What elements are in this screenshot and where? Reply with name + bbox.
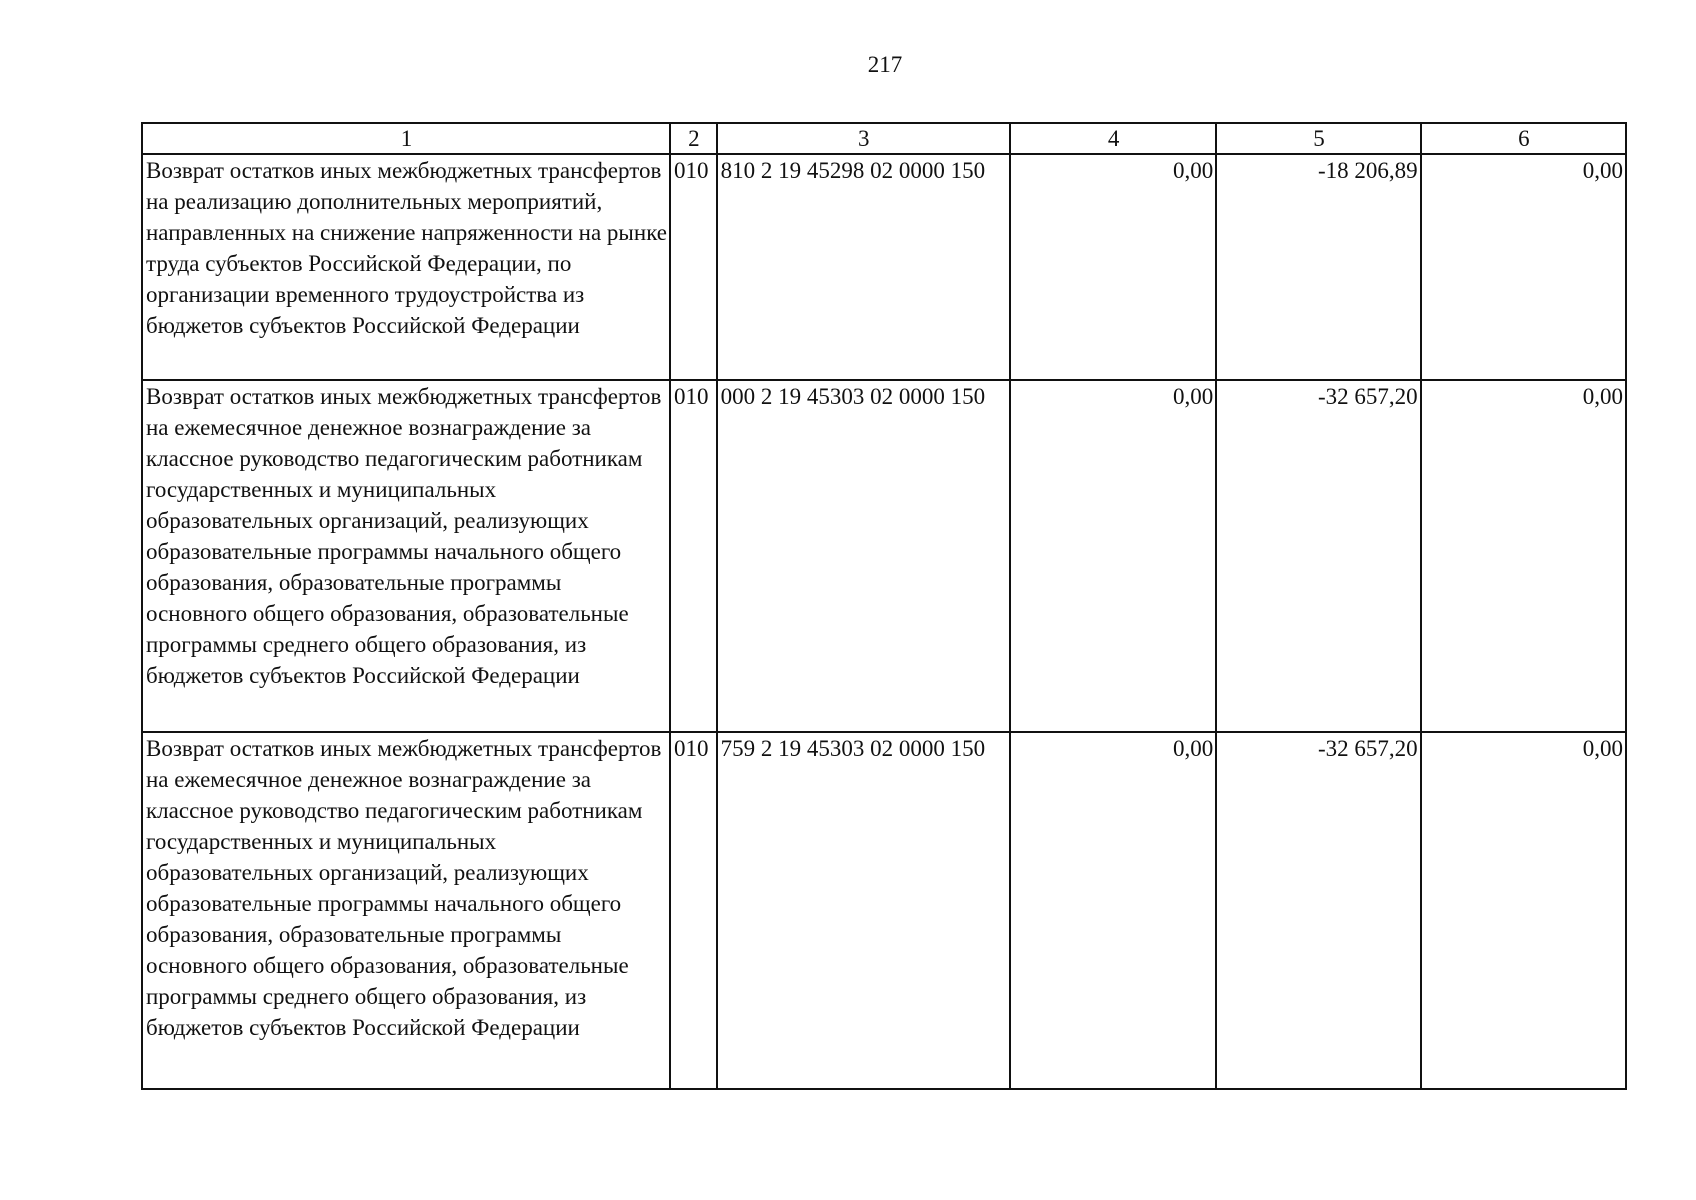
page-number: 217 [867,52,903,77]
column-header-2: 2 [670,123,717,154]
row-name: Возврат остатков иных межбюджетных трансфертов на реализацию дополнительных мероприятий, направленных на снижение напряженности на рынке труда субъектов Российской Федерации, по организации временного трудоустройства из бюджетов субъектов Российской Федерации [142,154,670,380]
column-header-4: 4 [1010,123,1216,154]
column-header-1: 1 [142,123,670,154]
table-row [142,380,1626,732]
column-header-6: 6 [1421,123,1626,154]
row-col5-value: -18 206,89 [1216,154,1420,380]
row-admin-code: 010 [670,380,717,732]
row-col4-value: 0,00 [1010,732,1216,1089]
row-kbk-code: 000 2 19 45303 02 0000 150 [717,380,1010,732]
budget-table [141,122,1627,1090]
row-admin-code: 010 [670,732,717,1089]
row-col4-value: 0,00 [1010,380,1216,732]
row-col5-value: -32 657,20 [1216,732,1420,1089]
table-row [142,154,1626,380]
row-name: Возврат остатков иных межбюджетных трансфертов на ежемесячное денежное вознаграждение за классное руководство педагогическим работникам государственных и муниципальных образовательных организаций, реализующих образовательные программы начального общего образования, образовательные программы основного общего образования, образовательные программы среднего общего образования, из бюджетов субъектов Российской Федерации [142,380,670,732]
row-col5-value: -32 657,20 [1216,380,1420,732]
row-kbk-code: 810 2 19 45298 02 0000 150 [717,154,1010,380]
row-kbk-code: 759 2 19 45303 02 0000 150 [717,732,1010,1089]
table-row [142,732,1626,1089]
table-header-row [142,123,1626,154]
column-header-3: 3 [717,123,1010,154]
row-col6-value: 0,00 [1421,380,1626,732]
row-col6-value: 0,00 [1421,732,1626,1089]
column-header-5: 5 [1216,123,1420,154]
row-col4-value: 0,00 [1010,154,1216,380]
row-col6-value: 0,00 [1421,154,1626,380]
row-name: Возврат остатков иных межбюджетных трансфертов на ежемесячное денежное вознаграждение за классное руководство педагогическим работникам государственных и муниципальных образовательных организаций, реализующих образовательные программы начального общего образования, образовательные программы основного общего образования, образовательные программы среднего общего образования, из бюджетов субъектов Российской Федерации [142,732,670,1089]
row-admin-code: 010 [670,154,717,380]
